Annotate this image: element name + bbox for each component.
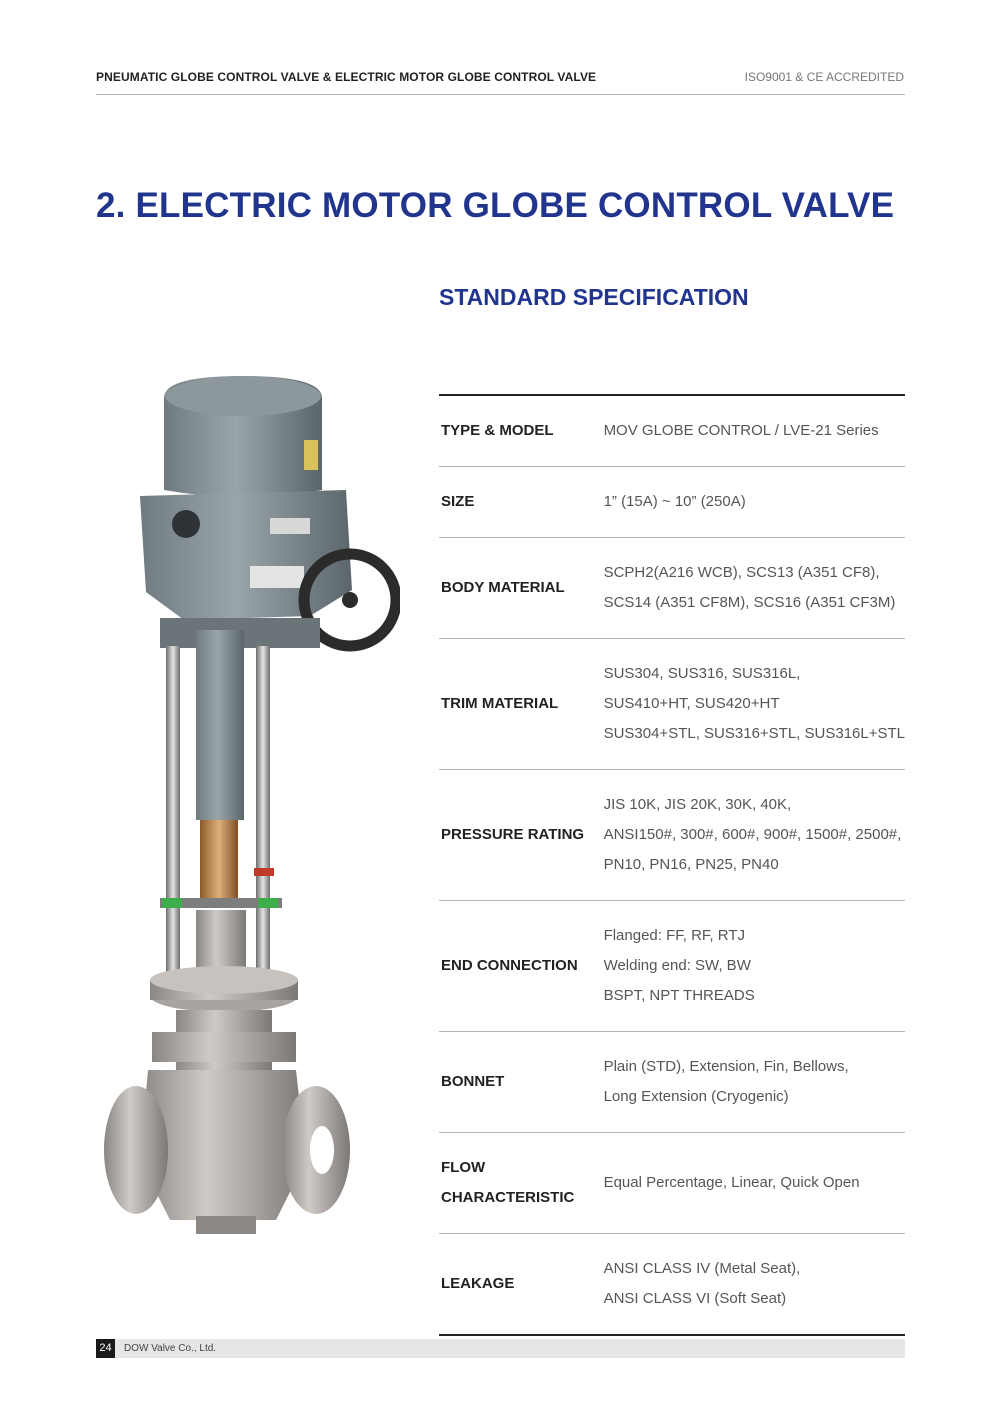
spec-value-line: 1” (15A) ~ 10” (250A) bbox=[603, 493, 746, 510]
spec-value bbox=[596, 396, 905, 467]
spec-row bbox=[439, 1133, 905, 1234]
spec-label bbox=[439, 1234, 596, 1334]
spec-value-line: Long Extension (Cryogenic) bbox=[603, 1088, 789, 1105]
header-document-title: PNEUMATIC GLOBE CONTROL VALVE & ELECTRIC MOTOR GLOBE CONTROL VALVE bbox=[96, 70, 597, 84]
spec-value bbox=[596, 770, 905, 901]
spec-row bbox=[439, 396, 905, 467]
spec-row bbox=[439, 1234, 905, 1334]
spec-value bbox=[596, 1133, 905, 1234]
spec-label bbox=[439, 396, 596, 467]
spec-row bbox=[439, 467, 905, 538]
spec-value bbox=[596, 1032, 905, 1133]
spec-label bbox=[439, 467, 596, 538]
spec-row bbox=[439, 901, 905, 1032]
spec-value-line: SCPH2(A216 WCB), SCS13 (A351 CF8), bbox=[603, 564, 880, 581]
spec-label-line: BONNET bbox=[441, 1073, 505, 1090]
spec-value bbox=[596, 901, 905, 1032]
spec-value-line: PN10, PN16, PN25, PN40 bbox=[603, 856, 779, 873]
spec-value-line: Equal Percentage, Linear, Quick Open bbox=[603, 1174, 860, 1191]
spec-label bbox=[439, 1032, 596, 1133]
header-divider bbox=[96, 94, 905, 95]
spec-label-line: PRESSURE RATING bbox=[441, 826, 585, 843]
spec-label-line: FLOW bbox=[441, 1159, 486, 1176]
spec-row bbox=[439, 770, 905, 901]
spec-value-line: ANSI CLASS VI (Soft Seat) bbox=[603, 1290, 787, 1307]
spec-label-line: TYPE & MODEL bbox=[441, 422, 554, 439]
footer-bar bbox=[96, 1339, 905, 1358]
specification-table bbox=[439, 394, 905, 1336]
section-title: STANDARD SPECIFICATION bbox=[439, 284, 749, 310]
spec-label-line: END CONNECTION bbox=[441, 957, 578, 974]
spec-label bbox=[439, 639, 596, 770]
spec-value bbox=[596, 639, 905, 770]
spec-value-line: MOV GLOBE CONTROL / LVE-21 Series bbox=[603, 422, 879, 439]
spec-value-line: SUS410+HT, SUS420+HT bbox=[603, 695, 780, 712]
page-title: 2. ELECTRIC MOTOR GLOBE CONTROL VALVE bbox=[96, 186, 895, 225]
spec-row bbox=[439, 538, 905, 639]
spec-label bbox=[439, 1133, 596, 1234]
spec-value-line: ANSI150#, 300#, 600#, 900#, 1500#, 2500#, bbox=[603, 826, 902, 843]
spec-value-line: JIS 10K, JIS 20K, 30K, 40K, bbox=[603, 796, 792, 813]
spec-value-line: SUS304, SUS316, SUS316L, bbox=[603, 665, 801, 682]
spec-value bbox=[596, 467, 905, 538]
spec-label bbox=[439, 538, 596, 639]
spec-label bbox=[439, 770, 596, 901]
spec-row bbox=[439, 639, 905, 770]
footer-company-name: DOW Valve Co., Ltd. bbox=[124, 1343, 217, 1354]
spec-value-line: SCS14 (A351 CF8M), SCS16 (A351 CF3M) bbox=[603, 594, 896, 611]
spec-value-line: SUS304+STL, SUS316+STL, SUS316L+STL bbox=[603, 725, 905, 742]
spec-label-line: LEAKAGE bbox=[441, 1275, 515, 1292]
spec-value bbox=[596, 538, 905, 639]
spec-value-line: Welding end: SW, BW bbox=[603, 957, 751, 974]
spec-row bbox=[439, 1032, 905, 1133]
spec-label-line: TRIM MATERIAL bbox=[441, 695, 559, 712]
spec-value bbox=[596, 1234, 905, 1334]
page-number: 24 bbox=[96, 1339, 115, 1358]
spec-label-line: CHARACTERISTIC bbox=[441, 1189, 575, 1206]
spec-value-line: BSPT, NPT THREADS bbox=[603, 987, 755, 1004]
valve-product-image bbox=[100, 370, 400, 1240]
spec-value-line: Plain (STD), Extension, Fin, Bellows, bbox=[603, 1058, 849, 1075]
spec-value-line: Flanged: FF, RF, RTJ bbox=[603, 927, 745, 944]
spec-label-line: SIZE bbox=[441, 493, 475, 510]
spec-label-line: BODY MATERIAL bbox=[441, 579, 565, 596]
header-accreditation: ISO9001 & CE ACCREDITED bbox=[744, 70, 904, 84]
spec-value-line: ANSI CLASS IV (Metal Seat), bbox=[603, 1260, 801, 1277]
spec-label bbox=[439, 901, 596, 1032]
